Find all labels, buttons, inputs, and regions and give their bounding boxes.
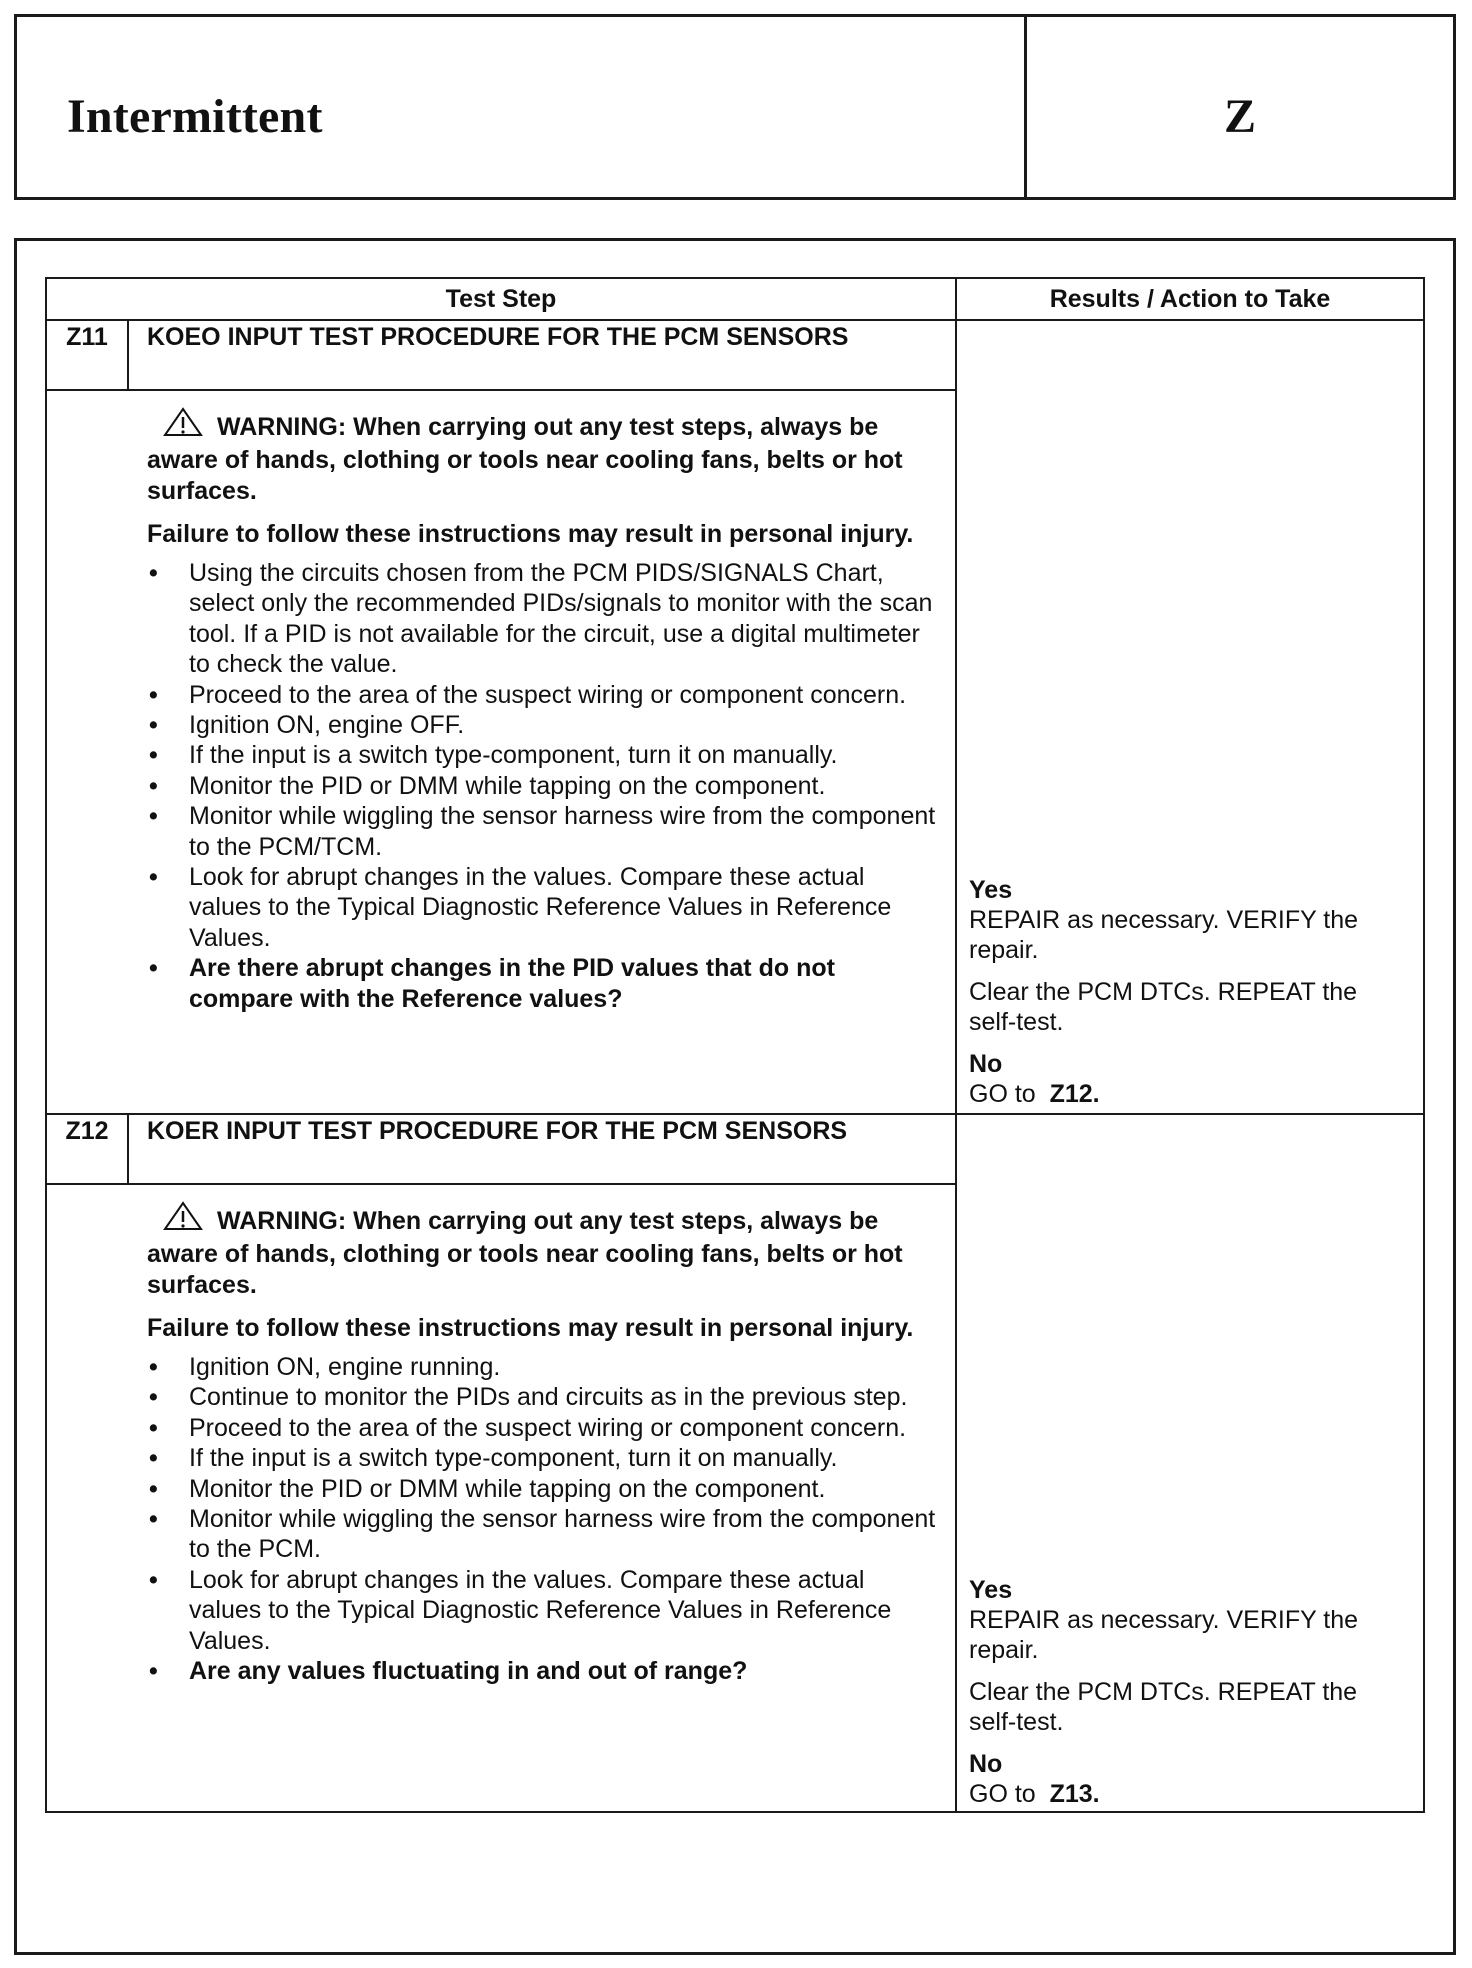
no-label: No: [969, 1050, 1003, 1078]
failure-note: Failure to follow these instructions may result in personal injury.: [147, 1314, 914, 1342]
yes-action: REPAIR as necessary. VERIFY the repair.: [969, 1606, 1359, 1664]
warning-text: WARNING: When carrying out any test steps, always be aware of hands, clothing or tools near cooling fans, belts or hot surfaces.: [147, 413, 903, 505]
column-header-test-step: Test Step: [445, 284, 557, 313]
step-title-divider: [47, 1183, 955, 1185]
failure-note: Failure to follow these instructions may result in personal injury.: [147, 520, 914, 548]
yes-action-extra: Clear the PCM DTCs. REPEAT the self-test.: [969, 1678, 1358, 1736]
list-item: • Continue to monitor the PIDs and circuits as in the previous step.: [147, 1382, 937, 1412]
step-id: Z11: [66, 323, 108, 351]
step-title: KOER INPUT TEST PROCEDURE FOR THE PCM SENSORS: [147, 1117, 848, 1145]
step-id: Z12: [65, 1117, 109, 1145]
step-body: [47, 1201, 957, 1686]
step-id-divider: [127, 1113, 129, 1183]
section-letter: Z: [1223, 90, 1256, 143]
list-item: • Proceed to the area of the suspect wiring or component concern.: [147, 680, 937, 710]
list-item: • If the input is a switch type-component, turn it on manually.: [147, 740, 937, 770]
column-header-results: Results / Action to Take: [1049, 284, 1331, 313]
step-results: [969, 875, 1409, 1109]
list-item: • Monitor the PID or DMM while tapping on the component.: [147, 1474, 937, 1504]
list-item: • Monitor while wiggling the sensor harness wire from the component to the PCM/TCM.: [147, 801, 937, 862]
warning-triangle-icon: [163, 1201, 203, 1239]
list-item: • Ignition ON, engine running.: [147, 1352, 937, 1382]
list-item: • If the input is a switch type-component, turn it on manually.: [147, 1443, 937, 1473]
yes-label: Yes: [969, 1576, 1013, 1604]
no-action-prefix: GO to: [969, 1080, 1036, 1108]
step-title: KOEO INPUT TEST PROCEDURE FOR THE PCM SENSORS: [147, 323, 849, 351]
yes-action: REPAIR as necessary. VERIFY the repair.: [969, 906, 1359, 964]
goto-step-link[interactable]: Z13.: [1049, 1780, 1100, 1808]
yes-action-extra: Clear the PCM DTCs. REPEAT the self-test.: [969, 978, 1358, 1036]
page-title: Intermittent: [67, 90, 323, 143]
no-action: [969, 1779, 1409, 1809]
warning-text: WARNING: When carrying out any test steps, always be aware of hands, clothing or tools near cooling fans, belts or hot surfaces.: [147, 1207, 903, 1299]
step-title-divider: [47, 389, 955, 391]
warning-block: [147, 407, 927, 507]
warning-block: [147, 1201, 927, 1301]
step-body: [47, 407, 957, 1014]
step-question: • Are any values fluctuating in and out of range?: [147, 1656, 937, 1686]
step-row-divider: [47, 1113, 1423, 1115]
step-results: [969, 1575, 1409, 1809]
step-question: • Are there abrupt changes in the PID values that do not compare with the Reference values?: [147, 953, 937, 1014]
goto-step-link[interactable]: Z12.: [1049, 1080, 1100, 1108]
no-label: No: [969, 1750, 1003, 1778]
procedure-list: [147, 558, 937, 1014]
no-action-prefix: GO to: [969, 1780, 1036, 1808]
list-item: • Proceed to the area of the suspect wiring or component concern.: [147, 1413, 937, 1443]
list-item: • Look for abrupt changes in the values. Compare these actual values to the Typical Diagnostic Reference Values in Reference Values.: [147, 1565, 937, 1656]
list-item: • Monitor the PID or DMM while tapping on the component.: [147, 771, 937, 801]
diagnostic-table: [45, 277, 1425, 1813]
list-item: • Using the circuits chosen from the PCM PIDS/SIGNALS Chart, select only the recommended PIDs/signals to monitor with the scan tool. If a PID is not available for the circuit, use a digital multimeter to check the value.: [147, 558, 937, 680]
no-action: [969, 1079, 1409, 1109]
procedure-list: [147, 1352, 937, 1686]
warning-triangle-icon: [163, 407, 203, 445]
page-header: [14, 14, 1456, 200]
list-item: • Look for abrupt changes in the values. Compare these actual values to the Typical Diagnostic Reference Values in Reference Values.: [147, 862, 937, 953]
list-item: • Monitor while wiggling the sensor harness wire from the component to the PCM.: [147, 1504, 937, 1565]
yes-label: Yes: [969, 876, 1013, 904]
header-row-divider: [47, 319, 1423, 321]
step-id-divider: [127, 319, 129, 389]
list-item: • Ignition ON, engine OFF.: [147, 710, 937, 740]
